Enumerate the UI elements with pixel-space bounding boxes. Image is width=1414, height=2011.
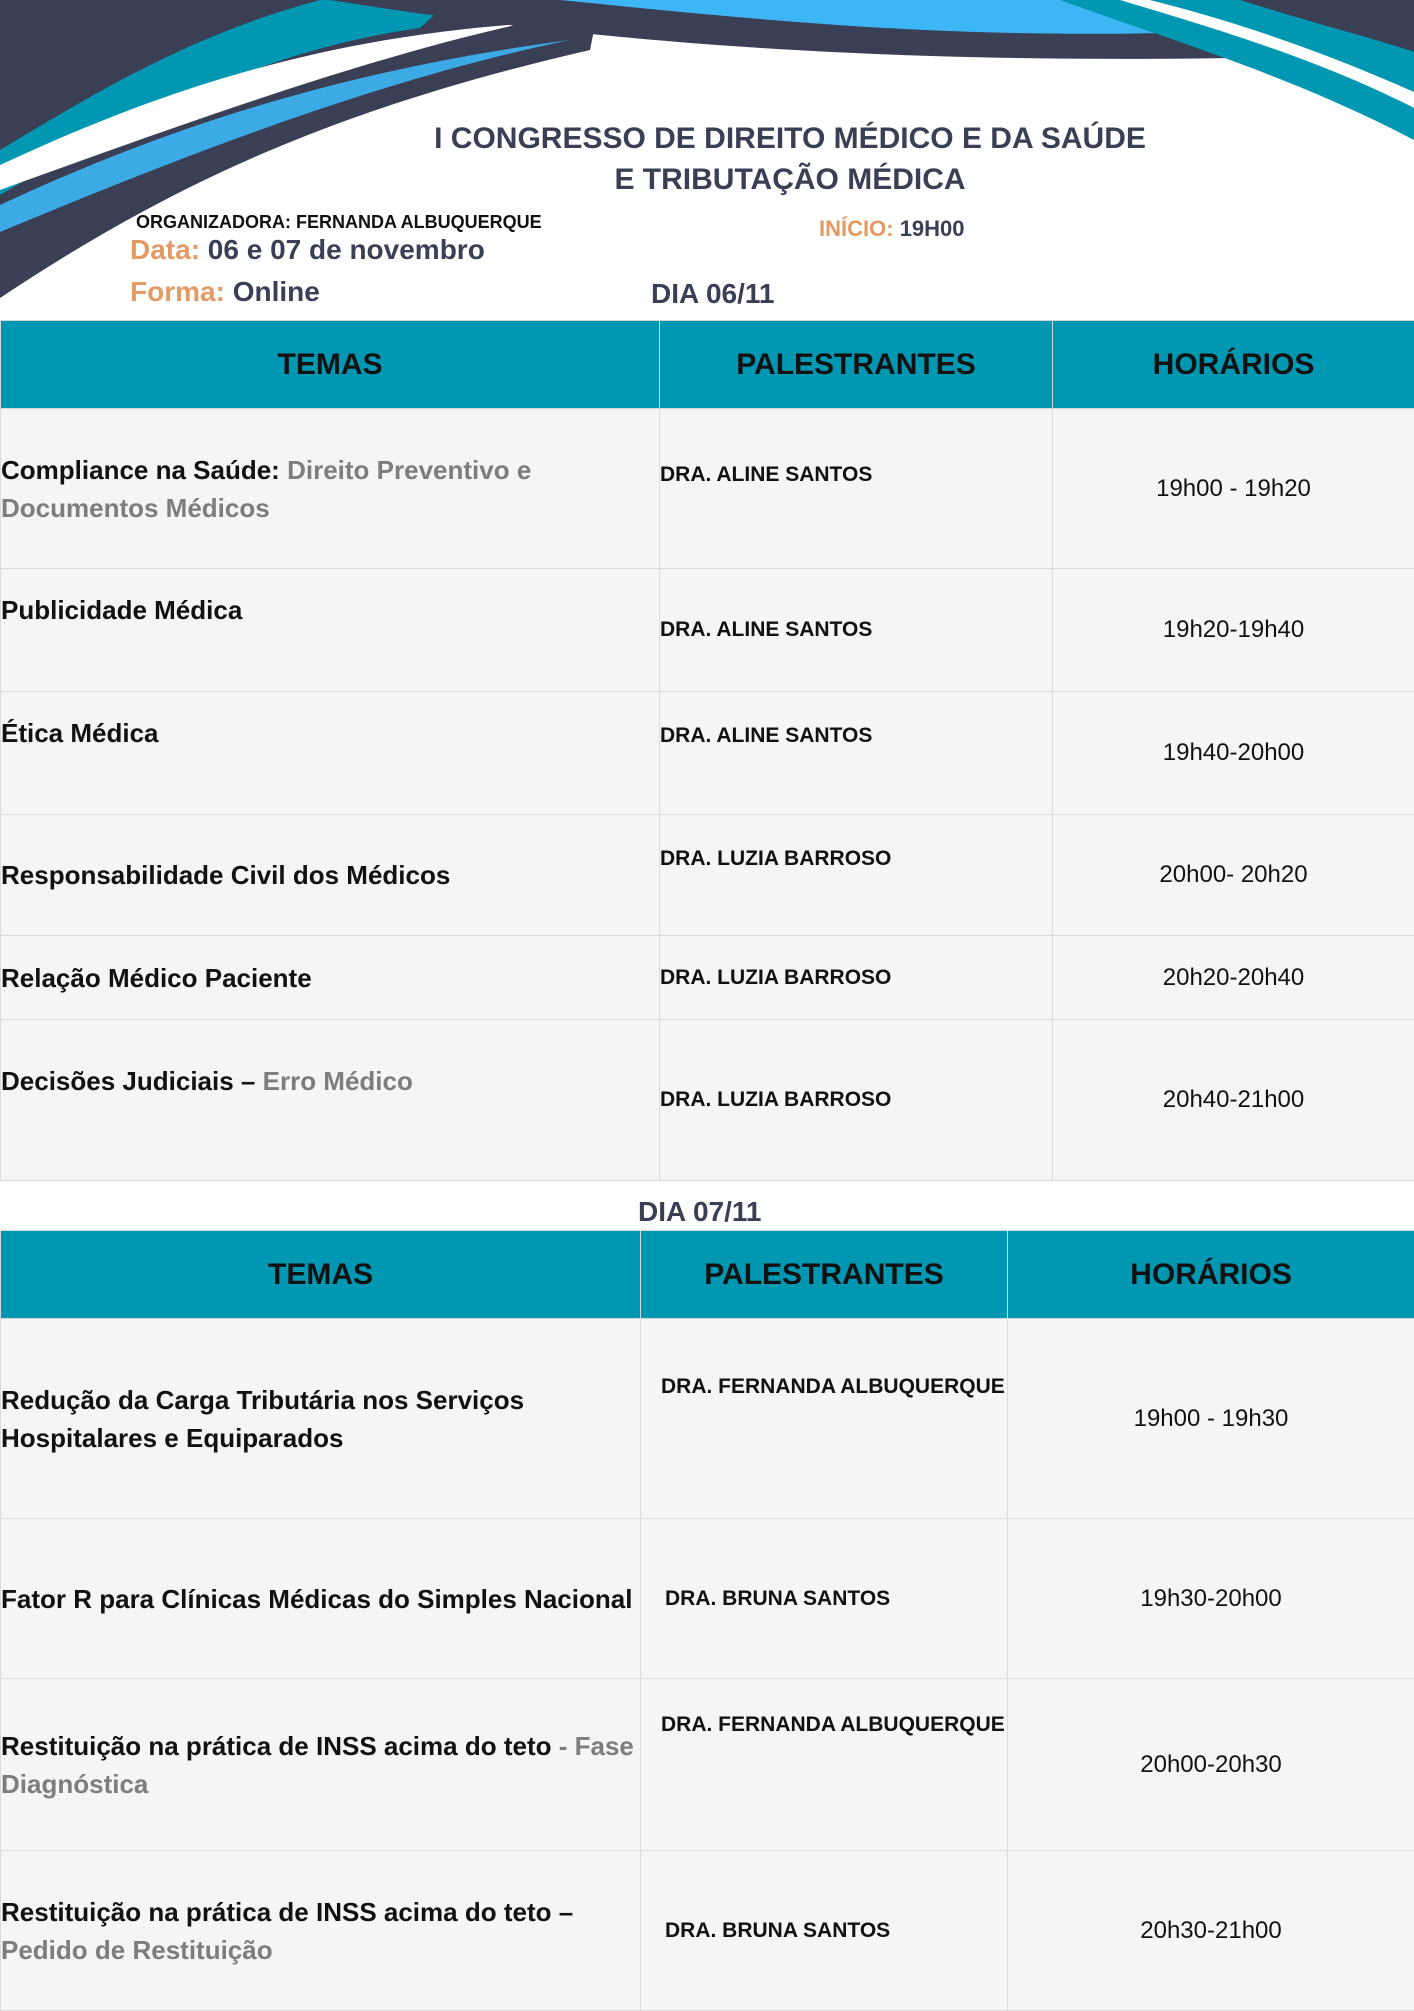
table-row	[1, 1519, 1414, 1679]
table-row	[1, 569, 1414, 692]
speaker-cell: DRA. FERNANDA ALBUQUERQUE	[641, 1319, 1008, 1519]
theme-cell	[1, 692, 660, 815]
time-cell: 19h20-19h40	[1053, 569, 1414, 692]
time-cell: 20h00-20h30	[1008, 1679, 1414, 1851]
speaker-cell: DRA. LUZIA BARROSO	[660, 936, 1053, 1020]
speaker-cell: DRA. BRUNA SANTOS	[641, 1519, 1008, 1679]
speaker-cell: DRA. ALINE SANTOS	[660, 569, 1053, 692]
time-cell: 19h30-20h00	[1008, 1519, 1414, 1679]
theme-title: Restituição na prática de INSS acima do teto –	[1, 1897, 573, 1927]
time-cell: 20h00- 20h20	[1053, 815, 1414, 936]
time-cell: 20h40-21h00	[1053, 1020, 1414, 1181]
date-label: Data:	[130, 234, 200, 265]
speaker-cell: DRA. ALINE SANTOS	[660, 409, 1053, 569]
theme-title: Decisões Judiciais –	[1, 1066, 255, 1096]
theme-title: Redução da Carga Tributária nos Serviços Hospitalares e Equiparados	[1, 1385, 524, 1453]
theme-cell	[1, 1851, 641, 2011]
theme-title: Responsabilidade Civil dos Médicos	[1, 860, 450, 890]
day2-title: DIA 07/11	[638, 1196, 761, 1228]
theme-subtitle: Erro Médico	[263, 1066, 413, 1096]
time-cell: 19h00 - 19h20	[1053, 409, 1414, 569]
table-row	[1, 936, 1414, 1020]
table-row	[1, 815, 1414, 936]
theme-subtitle: - Fase Diagnóstica	[1, 1731, 634, 1799]
event-start-time	[819, 216, 965, 242]
speaker-cell: DRA. ALINE SANTOS	[660, 692, 1053, 815]
table-row	[1, 1020, 1414, 1181]
theme-title: Restituição na prática de INSS acima do teto	[1, 1731, 551, 1761]
header-times: HORÁRIOS	[1008, 1231, 1414, 1319]
header-times: HORÁRIOS	[1053, 321, 1414, 409]
theme-cell	[1, 1679, 641, 1851]
theme-subtitle: Pedido de Restituição	[1, 1935, 273, 1965]
organizer-text: ORGANIZADORA: FERNANDA ALBUQUERQUE	[136, 212, 542, 233]
theme-cell	[1, 815, 660, 936]
theme-cell	[1, 1020, 660, 1181]
table-row	[1, 1679, 1414, 1851]
theme-cell	[1, 409, 660, 569]
format-label: Forma:	[130, 276, 225, 307]
day1-schedule-table	[0, 320, 1414, 1181]
start-label: INÍCIO:	[819, 216, 894, 241]
table-row	[1, 1319, 1414, 1519]
event-title	[380, 118, 1200, 200]
time-cell: 19h40-20h00	[1053, 692, 1414, 815]
format-value: Online	[233, 276, 320, 307]
theme-title: Ética Médica	[1, 718, 159, 748]
header-speakers: PALESTRANTES	[641, 1231, 1008, 1319]
header-speakers: PALESTRANTES	[660, 321, 1053, 409]
speaker-cell: DRA. FERNANDA ALBUQUERQUE	[641, 1679, 1008, 1851]
time-cell: 20h30-21h00	[1008, 1851, 1414, 2011]
theme-title: Relação Médico Paciente	[1, 963, 312, 993]
header-themes: TEMAS	[1, 1231, 641, 1319]
time-cell: 20h20-20h40	[1053, 936, 1414, 1020]
theme-cell	[1, 936, 660, 1020]
theme-cell	[1, 1519, 641, 1679]
day1-title: DIA 06/11	[651, 278, 774, 310]
day2-schedule-table	[0, 1230, 1414, 2011]
event-format	[130, 276, 320, 308]
event-date	[130, 234, 485, 266]
speaker-cell: DRA. LUZIA BARROSO	[660, 815, 1053, 936]
theme-title: Compliance na Saúde:	[1, 455, 280, 485]
time-cell: 19h00 - 19h30	[1008, 1319, 1414, 1519]
header-themes: TEMAS	[1, 321, 660, 409]
theme-title: Fator R para Clínicas Médicas do Simples Nacional	[1, 1584, 632, 1614]
table-row	[1, 692, 1414, 815]
speaker-cell: DRA. BRUNA SANTOS	[641, 1851, 1008, 2011]
speaker-cell: DRA. LUZIA BARROSO	[660, 1020, 1053, 1181]
table-row	[1, 1851, 1414, 2011]
event-title-line2: E TRIBUTAÇÃO MÉDICA	[380, 159, 1200, 200]
start-value: 19H00	[900, 216, 965, 241]
theme-title: Publicidade Médica	[1, 595, 242, 625]
date-value: 06 e 07 de novembro	[208, 234, 485, 265]
event-title-line1: I CONGRESSO DE DIREITO MÉDICO E DA SAÚDE	[380, 118, 1200, 159]
theme-subtitle: Direito Preventivo e Documentos Médicos	[1, 455, 531, 523]
theme-cell	[1, 569, 660, 692]
table-row	[1, 409, 1414, 569]
theme-cell	[1, 1319, 641, 1519]
